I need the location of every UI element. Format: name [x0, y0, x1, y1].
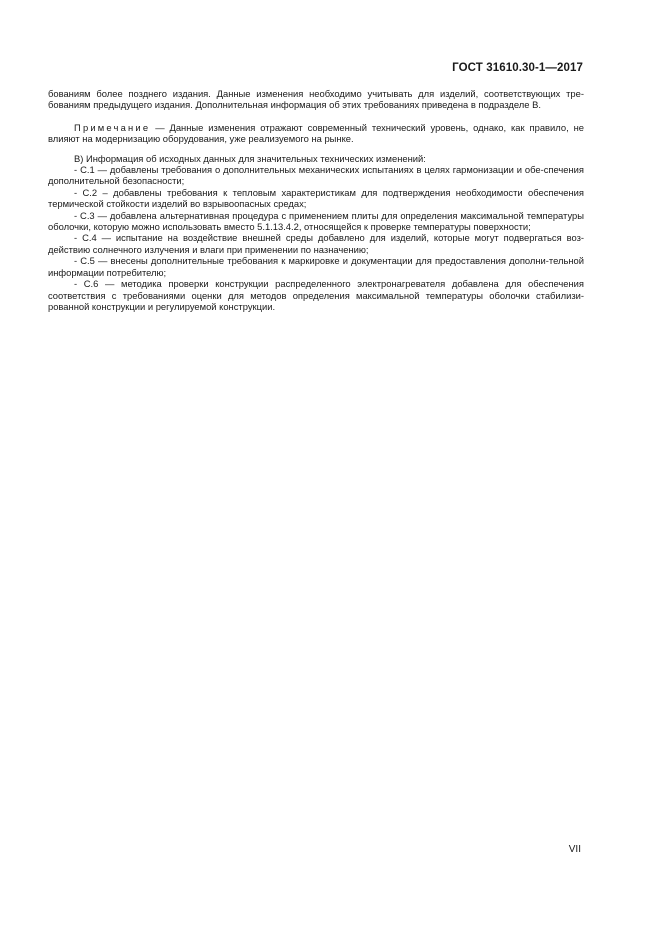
list-item-c2: - С.2 – добавлены требования к тепловым характеристикам для подтверждения необходимости обеспечения термической стойкости изделий во взрывоопасных средах;: [48, 186, 584, 210]
page-number: VII: [568, 844, 581, 855]
list-item-c5: - С.5 — внесены дополнительные требования к маркировке и документации для предоставления дополни-тельной информации потребителю;: [48, 255, 584, 278]
continuation-paragraph: бованиям более позднего издания. Данные изменения необходимо учитывать для изделий, соответствующих тре-бованиям предыдущего издания. Дополнительная информация об этих требованиях приведена в подразделе В.: [48, 88, 584, 111]
list-item-c4: - С.4 — испытание на воздействие внешней среды добавлено для изделий, которые могут подвергаться воз-действию солнечного излучения и влаги при применении по назначению;: [48, 232, 584, 255]
page-body: [48, 88, 584, 312]
note-label: Примечание: [74, 121, 151, 133]
note-paragraph: [48, 122, 584, 145]
section-b-heading: В) Информация об исходных данных для значительных технических изменений:: [74, 152, 426, 164]
note-text: — Данные изменения отражают современный технический уровень, однако, как правило, не влияют на модернизацию оборудования, уже реализуемого на рынке.: [48, 121, 584, 145]
document-code-header: ГОСТ 31610.30-1—2017: [452, 62, 583, 74]
list-item-c6: - С.6 — методика проверки конструкции распределенного электронагревателя добавлена для обеспечения соответствия с требованиями оценки для методов определения максимальной температуры оболочки стабилизи-рованной конструкции и регулируемой конструкции.: [48, 278, 584, 312]
list-item-c1: - С.1 — добавлены требования о дополнительных механических испытаниях в целях гармонизации и обе-спечения дополнительной безопасности;: [48, 164, 584, 187]
list-item-c3: - С.3 — добавлена альтернативная процедура с применением плиты для определения максимальной температуры оболочки, которую можно использовать вместо 5.1.13.4.2, относящейся к проверке температуры поверхности;: [48, 209, 584, 233]
